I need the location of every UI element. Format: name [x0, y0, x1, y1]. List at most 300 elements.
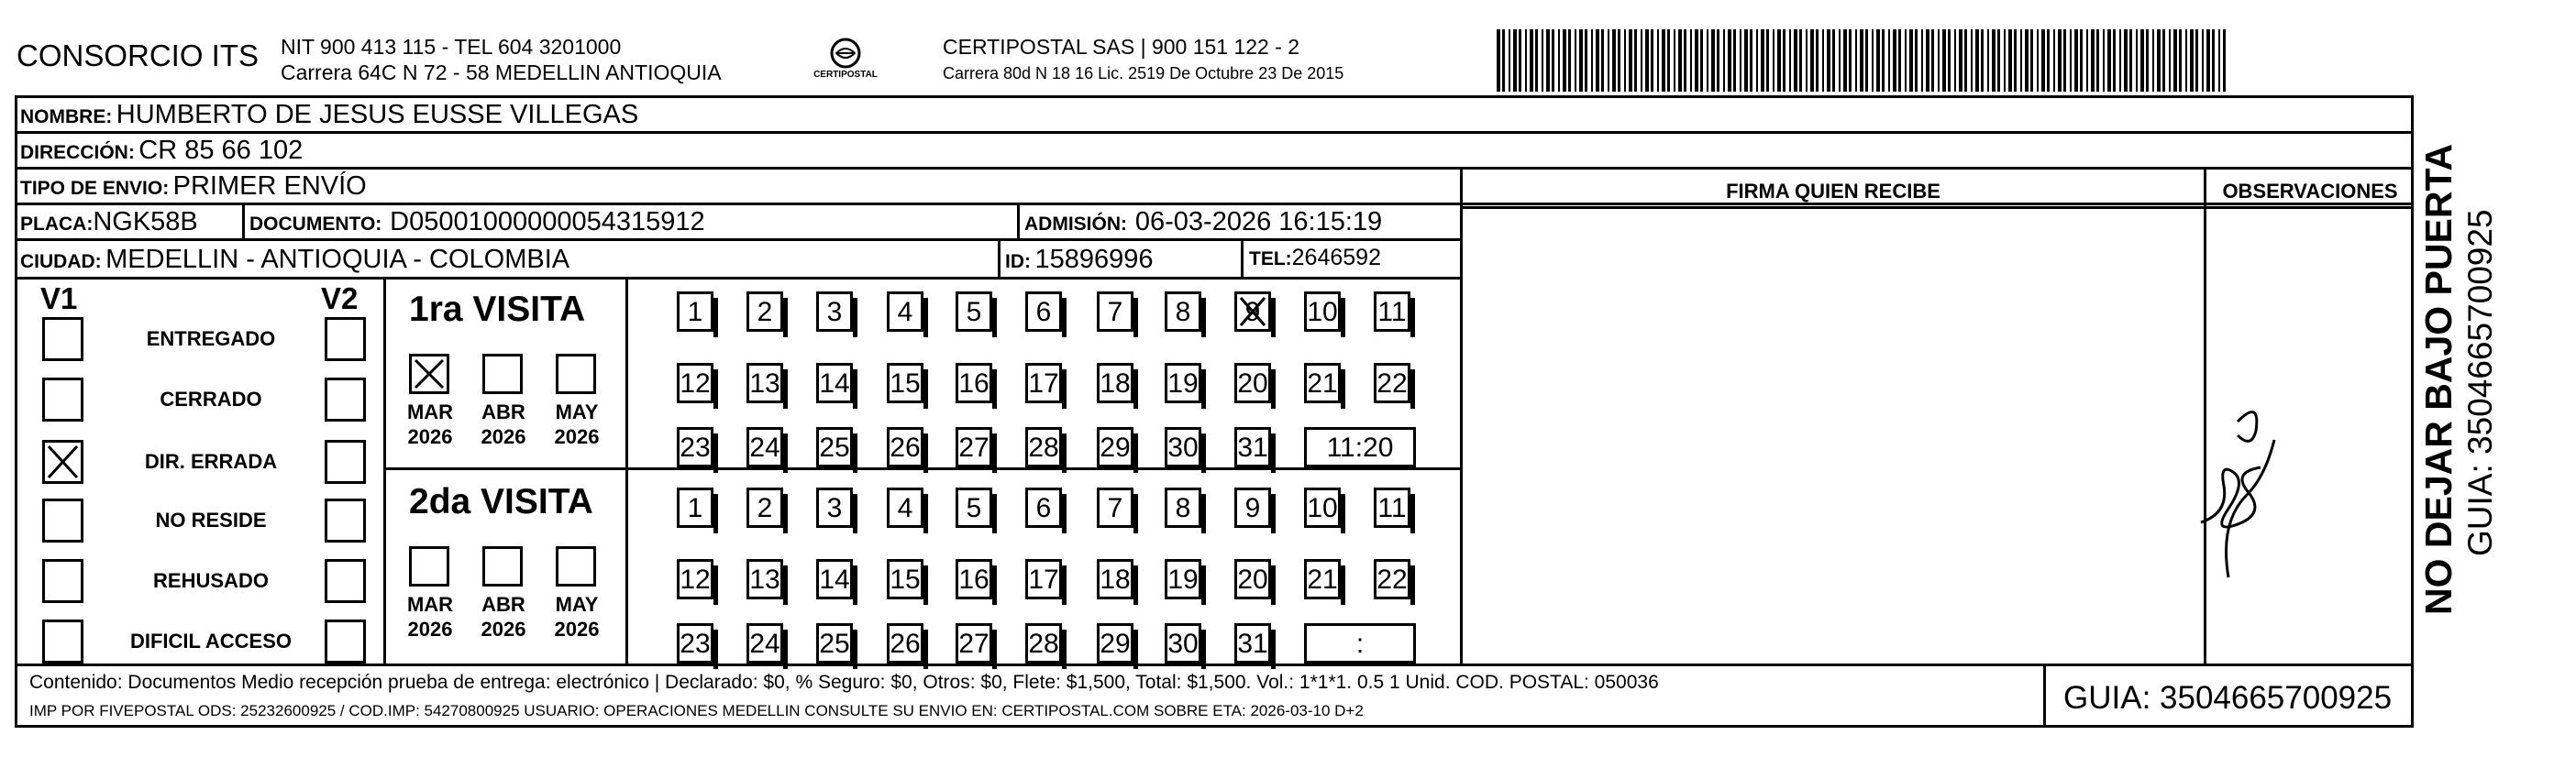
footer-contents: Contenido: Documentos Medio recepción prueba de entrega: electrónico | Declarado: $0, % Seguro: $0, Otros: $0, Flete: $1,500, Total: $1,500. Vol.: 1*1*1. 0.5 1 Unid. COD. POSTAL: 050036 — [29, 672, 1659, 693]
barcode-bar — [1964, 29, 1967, 92]
day-number: 7 — [1107, 297, 1123, 327]
day-number: 3 — [826, 297, 843, 327]
month-checkbox[interactable] — [556, 354, 596, 394]
barcode-bar — [1997, 29, 2000, 92]
month-name: MAR — [406, 400, 454, 423]
day-number: 5 — [966, 297, 982, 327]
day-box[interactable] — [677, 559, 713, 599]
v2-checkbox[interactable] — [325, 378, 366, 422]
day-box[interactable] — [1304, 559, 1341, 599]
day-number: 26 — [890, 433, 921, 463]
day-box[interactable] — [1234, 291, 1271, 332]
month-year: 2026 — [554, 425, 600, 448]
barcode-bar — [1662, 29, 1665, 92]
barcode-bar — [1898, 29, 1901, 92]
month-checkbox[interactable] — [409, 354, 449, 394]
day-box[interactable] — [887, 291, 923, 332]
day-number: 13 — [749, 565, 780, 595]
barcode-bar — [1783, 29, 1786, 92]
month-year: 2026 — [554, 618, 600, 641]
id-label: ID: — [1005, 251, 1031, 272]
day-box[interactable] — [1374, 488, 1410, 528]
day-number: 29 — [1100, 433, 1131, 463]
day-box[interactable] — [746, 363, 783, 403]
day-box[interactable] — [1165, 623, 1201, 664]
day-box[interactable] — [956, 291, 992, 332]
barcode-bar — [2162, 29, 2165, 92]
month-name: MAY — [555, 593, 599, 616]
day-number: 18 — [1100, 368, 1131, 399]
barcode-bar — [1882, 29, 1885, 92]
day-box[interactable] — [1374, 291, 1410, 332]
day-number: 21 — [1307, 565, 1338, 595]
month-label — [471, 400, 536, 449]
x-mark-icon — [45, 443, 81, 481]
day-number: 9 — [1244, 493, 1261, 523]
day-number: 14 — [819, 565, 850, 595]
day-box[interactable] — [887, 363, 923, 403]
barcode-bar — [1777, 29, 1781, 92]
v1-checkbox[interactable] — [42, 499, 83, 543]
day-box[interactable] — [1165, 291, 1201, 332]
day-box[interactable] — [677, 363, 713, 403]
day-number: 12 — [680, 368, 711, 399]
certipostal-logo — [813, 33, 878, 92]
barcode-bar — [1750, 29, 1752, 92]
barcode-bar — [1546, 29, 1550, 92]
day-number: 16 — [958, 565, 989, 595]
barcode-bar — [2058, 29, 2062, 92]
placa-value: NGK58B — [93, 207, 198, 236]
day-box[interactable] — [1234, 623, 1271, 664]
day-number: 4 — [897, 493, 913, 523]
barcode-bar — [1535, 29, 1538, 92]
barcode-bar — [1810, 29, 1814, 92]
day-number: 3 — [826, 493, 843, 523]
barcode-bar — [1579, 29, 1583, 92]
barcode-bar — [2140, 29, 2144, 92]
day-box[interactable] — [746, 427, 783, 467]
barcode-bar — [2096, 29, 2099, 92]
id-cell — [1005, 245, 1153, 275]
day-number: 11 — [1377, 297, 1407, 327]
month-checkbox[interactable] — [409, 546, 449, 587]
v1-checkbox[interactable] — [42, 440, 83, 484]
day-box[interactable] — [816, 623, 853, 664]
barcode-bar — [1975, 29, 1979, 92]
barcode-bar — [2086, 29, 2088, 92]
tipo-row — [20, 171, 367, 202]
barcode-bar — [2020, 29, 2022, 92]
day-box[interactable] — [746, 488, 783, 528]
barcode-bar — [2091, 29, 2095, 92]
day-box[interactable] — [956, 488, 992, 528]
day-box[interactable] — [816, 363, 853, 403]
barcode-bar — [1684, 29, 1686, 92]
day-box[interactable] — [1165, 427, 1201, 467]
day-box[interactable] — [887, 488, 923, 528]
visit1-title: 1ra VISITA — [409, 290, 586, 329]
day-box[interactable] — [1165, 488, 1201, 528]
day-number: 21 — [1307, 368, 1338, 399]
month-checkbox[interactable] — [482, 354, 523, 394]
barcode-bar — [1563, 29, 1566, 92]
admision-cell — [1024, 207, 1382, 237]
ciudad-label: CIUDAD: — [20, 251, 102, 272]
barcode-bar — [1596, 29, 1599, 92]
day-box[interactable] — [677, 291, 713, 332]
day-box[interactable] — [1165, 559, 1201, 599]
side-warning: NO DEJAR BAJO PUERTA — [2417, 143, 2460, 615]
barcode-bar — [1855, 29, 1857, 92]
barcode-bar — [1575, 29, 1576, 92]
day-number: 25 — [819, 629, 850, 659]
time-value: : — [1355, 629, 1365, 659]
day-number: 27 — [958, 629, 989, 659]
barcode-bar — [2157, 29, 2161, 92]
barcode-bar — [1816, 29, 1819, 92]
barcode-bar — [1542, 29, 1543, 92]
day-number: 22 — [1376, 565, 1408, 595]
visit2-title: 2da VISITA — [409, 482, 593, 521]
v1-label: V1 — [40, 281, 78, 315]
day-box[interactable] — [1097, 488, 1133, 528]
side-guia: GUIA: 3504665700925 — [2461, 209, 2499, 556]
day-box[interactable] — [816, 488, 853, 528]
logo-text: CERTIPOSTAL — [813, 70, 878, 80]
barcode-bar — [2124, 29, 2128, 92]
barcode-bar — [1905, 29, 1907, 92]
day-number: 19 — [1167, 368, 1199, 399]
day-box[interactable] — [677, 623, 713, 664]
day-number: 15 — [890, 565, 921, 595]
carrier-name: CERTIPOSTAL SAS | 900 151 122 - 2 — [943, 35, 1300, 59]
barcode-bar — [1695, 29, 1698, 92]
day-box[interactable] — [1025, 559, 1062, 599]
v1-checkbox[interactable] — [42, 559, 83, 603]
barcode-bar — [2195, 29, 2198, 92]
barcode-bar — [1938, 29, 1940, 92]
barcode-bar — [1674, 29, 1675, 92]
day-box[interactable] — [1374, 363, 1410, 403]
barcode-bar — [1872, 29, 1874, 92]
day-box[interactable] — [956, 427, 992, 467]
day-box[interactable] — [1234, 363, 1271, 403]
status-label: CERRADO — [160, 388, 262, 411]
month-label — [398, 592, 462, 642]
barcode-bar — [1773, 29, 1774, 92]
direccion-row — [20, 136, 303, 166]
day-box[interactable] — [1234, 427, 1271, 467]
day-box[interactable] — [746, 291, 783, 332]
barcode-bar — [1942, 29, 1946, 92]
barcode-bar — [1585, 29, 1587, 92]
placa-cell — [20, 207, 198, 237]
barcode-bar — [1959, 29, 1962, 92]
barcode-bar — [1612, 29, 1616, 92]
day-box[interactable] — [887, 623, 923, 664]
day-box[interactable] — [1097, 559, 1133, 599]
v2-checkbox[interactable] — [325, 440, 366, 484]
barcode-bar — [1509, 29, 1510, 92]
barcode-bar — [1657, 29, 1659, 92]
day-number: 8 — [1175, 493, 1191, 523]
day-box[interactable] — [1025, 488, 1062, 528]
admision-label: ADMISIÓN: — [1024, 214, 1127, 235]
nombre-row — [20, 100, 638, 130]
month-label — [471, 592, 536, 642]
barcode-bar — [1711, 29, 1715, 92]
day-box[interactable] — [816, 427, 853, 467]
v2-checkbox[interactable] — [325, 620, 366, 664]
tipo-label: TIPO DE ENVIO: — [20, 178, 170, 199]
day-number: 5 — [966, 493, 982, 523]
month-name: MAY — [555, 400, 599, 423]
footer-imp: IMP POR FIVEPOSTAL ODS: 25232600925 / COD.IMP: 54270800925 USUARIO: OPERACIONES MEDELLIN CONSULTE SU ENVIO EN: CERTIPOSTAL.COM SOBRE ETA: 2026-03-10 D+2 — [29, 702, 1364, 719]
barcode-bar — [2004, 29, 2006, 92]
barcode-bar — [1987, 29, 1989, 92]
barcode-bar — [1733, 29, 1736, 92]
x-mark-icon — [412, 357, 447, 391]
barcode-bar — [1608, 29, 1609, 92]
barcode-bar — [1497, 29, 1500, 92]
day-number: 20 — [1237, 368, 1268, 399]
day-number: 30 — [1167, 629, 1199, 659]
barcode-bar — [1740, 29, 1741, 92]
day-box[interactable] — [1097, 291, 1133, 332]
day-box[interactable] — [746, 623, 783, 664]
barcode-bar — [1707, 29, 1708, 92]
day-box[interactable] — [1025, 427, 1062, 467]
month-checkbox[interactable] — [482, 546, 523, 587]
barcode-bar — [1601, 29, 1604, 92]
day-box[interactable] — [1304, 363, 1341, 403]
barcode-bar — [2223, 29, 2226, 92]
day-number: 6 — [1035, 493, 1052, 523]
company-address: Carrera 64C N 72 - 58 MEDELLIN ANTIOQUIA — [281, 60, 722, 84]
day-box[interactable] — [816, 559, 853, 599]
day-number: 13 — [749, 368, 780, 399]
day-box[interactable] — [1025, 363, 1062, 403]
barcode-bar — [1690, 29, 1692, 92]
day-box[interactable] — [1097, 427, 1133, 467]
day-number: 26 — [890, 629, 921, 659]
barcode-bar — [1921, 29, 1923, 92]
direccion-value: CR 85 66 102 — [138, 136, 304, 165]
month-year: 2026 — [481, 425, 526, 448]
barcode-bar — [1931, 29, 1934, 92]
barcode-bar — [2185, 29, 2187, 92]
documento-label: DOCUMENTO: — [249, 214, 382, 235]
day-number: 28 — [1028, 433, 1059, 463]
barcode-bar — [2047, 29, 2050, 92]
placa-label: PLACA: — [20, 214, 94, 235]
status-label: DIFICIL ACCESO — [129, 630, 292, 653]
day-box[interactable] — [956, 363, 992, 403]
day-number: 25 — [819, 433, 850, 463]
day-number: 31 — [1237, 433, 1268, 463]
barcode-bar — [1794, 29, 1797, 92]
barcode-bar — [1568, 29, 1571, 92]
barcode-bar — [1893, 29, 1896, 92]
day-number: 8 — [1175, 297, 1191, 327]
day-number: 18 — [1100, 565, 1131, 595]
barcode-bar — [1806, 29, 1808, 92]
day-box[interactable] — [1025, 623, 1062, 664]
day-box[interactable] — [1025, 291, 1062, 332]
barcode-bar — [1789, 29, 1791, 92]
barcode-bar — [1971, 29, 1973, 92]
v1-checkbox[interactable] — [42, 317, 83, 361]
month-name: ABR — [481, 400, 525, 423]
day-number: 24 — [749, 629, 780, 659]
barcode-bar — [2063, 29, 2066, 92]
observaciones-header: OBSERVACIONES — [2222, 180, 2398, 203]
barcode-bar — [1667, 29, 1670, 92]
barcode-bar — [2074, 29, 2078, 92]
barcode-bar — [2129, 29, 2132, 92]
barcode-bar — [1525, 29, 1527, 92]
day-number: 9 — [1244, 297, 1261, 327]
day-box[interactable] — [1234, 559, 1271, 599]
barcode-bar — [1827, 29, 1830, 92]
barcode-bar — [2070, 29, 2072, 92]
barcode-bar — [1641, 29, 1642, 92]
tipo-value: PRIMER ENVÍO — [172, 171, 367, 201]
documento-cell — [249, 207, 705, 237]
month-year: 2026 — [407, 425, 453, 448]
barcode-bar — [2113, 29, 2116, 92]
tel-value: 2646592 — [1291, 245, 1381, 270]
day-number: 17 — [1028, 565, 1059, 595]
day-number: 20 — [1237, 565, 1268, 595]
barcode-bar — [1645, 29, 1649, 92]
v1-checkbox[interactable] — [42, 378, 83, 422]
barcode-bar — [1728, 29, 1731, 92]
day-number: 24 — [749, 433, 780, 463]
barcode-bar — [1839, 29, 1841, 92]
day-number: 15 — [890, 368, 921, 399]
barcode-bar — [1717, 29, 1719, 92]
v1-checkbox[interactable] — [42, 620, 83, 664]
barcode-bar — [1954, 29, 1956, 92]
day-number: 27 — [958, 433, 989, 463]
day-number: 11 — [1377, 493, 1407, 523]
barcode-bar — [2152, 29, 2154, 92]
ciudad-value: MEDELLIN - ANTIOQUIA - COLOMBIA — [105, 245, 570, 274]
barcode-bar — [1822, 29, 1824, 92]
day-box[interactable] — [956, 623, 992, 664]
barcode-bar — [2107, 29, 2111, 92]
day-box[interactable] — [816, 291, 853, 332]
admision-value: 06-03-2026 16:15:19 — [1134, 207, 1383, 236]
barcode-bar — [2025, 29, 2029, 92]
barcode-bar — [1992, 29, 1996, 92]
day-number: 23 — [680, 629, 711, 659]
day-number: 16 — [958, 368, 989, 399]
day-number: 29 — [1100, 629, 1131, 659]
barcode-bar — [1513, 29, 1517, 92]
barcode-bar — [1502, 29, 1505, 92]
barcode-bar — [2041, 29, 2045, 92]
day-box[interactable] — [887, 559, 923, 599]
barcode-bar — [1519, 29, 1521, 92]
barcode-bar — [1849, 29, 1852, 92]
barcode-bar — [2169, 29, 2171, 92]
barcode-bar — [1756, 29, 1758, 92]
time-box[interactable] — [1304, 623, 1416, 664]
day-box[interactable] — [677, 427, 713, 467]
barcode-bar — [2008, 29, 2012, 92]
barcode-bar — [2202, 29, 2204, 92]
v2-checkbox[interactable] — [325, 317, 366, 361]
v2-label: V2 — [321, 281, 359, 315]
day-box[interactable] — [1304, 291, 1341, 332]
barcode-bar — [1926, 29, 1929, 92]
barcode-bar — [1591, 29, 1593, 92]
day-box[interactable] — [1304, 488, 1341, 528]
month-checkbox[interactable] — [556, 546, 596, 587]
barcode-bar — [1843, 29, 1847, 92]
barcode-bar — [1948, 29, 1951, 92]
barcode-bar — [2179, 29, 2182, 92]
month-year: 2026 — [481, 618, 526, 641]
barcode — [1497, 29, 2226, 92]
barcode-bar — [1629, 29, 1632, 92]
barcode-bar — [1909, 29, 1913, 92]
barcode-bar — [1860, 29, 1863, 92]
barcode-bar — [1552, 29, 1554, 92]
barcode-bar — [2053, 29, 2055, 92]
day-box[interactable] — [1165, 363, 1201, 403]
day-number: 4 — [897, 297, 913, 327]
month-name: MAR — [406, 593, 454, 616]
v2-checkbox[interactable] — [325, 499, 366, 543]
day-number: 7 — [1107, 493, 1123, 523]
company-name: CONSORCIO ITS — [17, 38, 260, 72]
day-box[interactable] — [677, 488, 713, 528]
month-name: ABR — [481, 593, 525, 616]
day-number: 17 — [1028, 368, 1059, 399]
day-box[interactable] — [1097, 623, 1133, 664]
barcode-bar — [1678, 29, 1682, 92]
barcode-bar — [2190, 29, 2194, 92]
day-box[interactable] — [887, 427, 923, 467]
day-box[interactable] — [746, 559, 783, 599]
day-box[interactable] — [1097, 363, 1133, 403]
day-number: 12 — [680, 565, 711, 595]
day-box[interactable] — [1374, 559, 1410, 599]
firma-header: FIRMA QUIEN RECIBE — [1726, 180, 1940, 203]
day-number: 2 — [757, 493, 773, 523]
time-value: 11:20 — [1326, 433, 1394, 463]
v2-checkbox[interactable] — [325, 559, 366, 603]
time-box[interactable] — [1304, 427, 1416, 467]
barcode-bar — [2014, 29, 2017, 92]
barcode-bar — [2103, 29, 2105, 92]
status-label: ENTREGADO — [146, 327, 276, 350]
month-label — [398, 400, 462, 449]
day-box[interactable] — [956, 559, 992, 599]
barcode-bar — [2119, 29, 2121, 92]
company-nit: NIT 900 413 115 - TEL 604 3201000 — [281, 35, 622, 59]
barcode-bar — [1723, 29, 1725, 92]
barcode-bar — [2218, 29, 2220, 92]
status-label: NO RESIDE — [155, 509, 267, 532]
day-box[interactable] — [1234, 488, 1271, 528]
barcode-bar — [1876, 29, 1880, 92]
barcode-bar — [1761, 29, 1764, 92]
